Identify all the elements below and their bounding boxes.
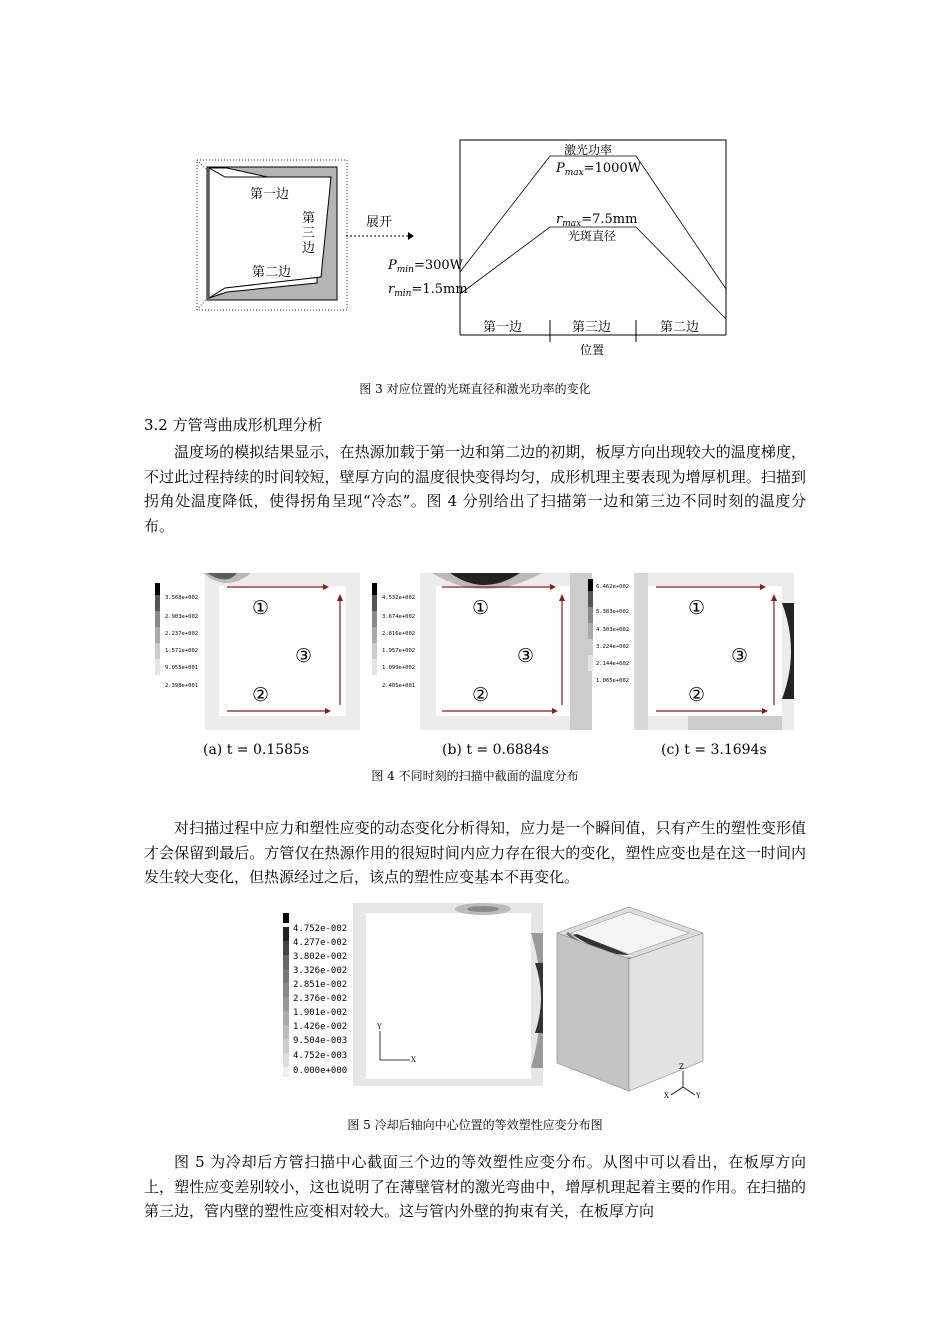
svg-text:②: ②	[472, 684, 490, 706]
svg-text:2.144e+002: 2.144e+002	[596, 661, 630, 667]
paragraph-2: 对扫描过程中应力和塑性应变的动态变化分析得知，应力是一个瞬间值，只有产生的塑性变形值才会保留到最后。方管仅在热源作用的很短时间内应力存在很大的变化，塑性应变也是在这一时间内发生较大变化，但热源经过之后，该点的塑性应变基本不再变化。	[144, 819, 806, 886]
fig3-pmin: $P_{min}=300W$	[388, 258, 464, 275]
svg-text:4.532e+002: 4.532e+002	[382, 595, 416, 601]
fig5-axis-y: Y	[377, 1023, 382, 1031]
fig5-3d-axis-y: Y	[696, 1092, 701, 1100]
fig4-panel-b	[372, 573, 592, 730]
fig3-x-segment-2: 第三边	[572, 320, 612, 335]
fig4-legend-c	[588, 579, 629, 684]
fig3-edge1-label: 第一边	[250, 187, 290, 202]
svg-text:0.000e+000: 0.000e+000	[293, 1066, 348, 1076]
fig5-3d-axis-z: Z	[679, 1063, 684, 1071]
fig3-power-title: 激光功率	[564, 143, 613, 157]
fig3-edge3-char3: 边	[302, 241, 316, 256]
fig3-edge2-label: 第二边	[252, 265, 292, 280]
svg-text:③: ③	[295, 645, 313, 667]
svg-text:4.752e-003: 4.752e-003	[293, 1051, 348, 1061]
svg-text:3.224e+002: 3.224e+002	[596, 644, 630, 650]
svg-text:4.303e+002: 4.303e+002	[596, 627, 630, 633]
fig4-label-a: (a) t = 0.1585s	[203, 742, 310, 758]
svg-text:②: ②	[252, 684, 270, 706]
svg-text:③: ③	[517, 645, 535, 667]
svg-text:1.957e+002: 1.957e+002	[382, 648, 416, 654]
svg-text:3.674e+002: 3.674e+002	[382, 614, 416, 620]
svg-text:5.383e+002: 5.383e+002	[596, 609, 630, 615]
figure-3	[180, 130, 750, 360]
svg-text:1.571e+002: 1.571e+002	[165, 648, 199, 654]
paragraph-1: 温度场的模拟结果显示，在热源加载于第一边和第二边的初期，板厚方向出现较大的温度梯度，不过此过程持续的时间较短，壁厚方向的温度很快变得均匀，成形机理主要表现为增厚机理。扫描到拐角处温度降低，使得拐角呈现“冷态”。图 4 分别给出了扫描第一边和第三边不同时刻的温度分布。	[144, 443, 806, 535]
fig4-caption: 图 4 不同时刻的扫描中截面的温度分布	[371, 769, 579, 783]
svg-text:4.277e-002: 4.277e-002	[293, 938, 348, 948]
fig3-rmin: $r_{min}=1.5mm$	[388, 282, 468, 299]
svg-text:①: ①	[688, 597, 706, 619]
fig3-diameter-title: 光斑直径	[568, 229, 617, 243]
svg-text:2.405e+001: 2.405e+001	[382, 683, 416, 689]
fig5-right-panel	[553, 903, 713, 1103]
fig5-legend	[283, 913, 347, 1077]
svg-text:1.065e+002: 1.065e+002	[596, 678, 630, 684]
svg-text:②: ②	[688, 684, 706, 706]
svg-text:6.462e+002: 6.462e+002	[596, 584, 630, 590]
svg-text:2.237e+002: 2.237e+002	[165, 631, 199, 637]
svg-text:2.851e-002: 2.851e-002	[293, 980, 348, 990]
svg-text:2.376e-002: 2.376e-002	[293, 994, 348, 1004]
svg-text:4.752e-002: 4.752e-002	[293, 924, 348, 934]
fig3-edge3-char1: 第	[302, 211, 316, 226]
svg-text:3.802e-002: 3.802e-002	[293, 952, 348, 962]
fig3-edge3-char2: 三	[302, 226, 316, 241]
svg-text:1.901e-002: 1.901e-002	[293, 1008, 348, 1018]
svg-text:③: ③	[731, 645, 749, 667]
svg-text:1.426e-002: 1.426e-002	[293, 1022, 348, 1032]
svg-text:2.398e+001: 2.398e+001	[165, 683, 199, 689]
svg-text:1.099e+002: 1.099e+002	[382, 665, 416, 671]
fig5-caption: 图 5 冷却后轴向中心位置的等效塑性应变分布图	[347, 1118, 603, 1132]
svg-text:①: ①	[472, 597, 490, 619]
fig3-x-axis-label: 位置	[580, 343, 605, 357]
fig4-panel-a	[155, 573, 360, 730]
svg-text:2.816e+002: 2.816e+002	[382, 631, 416, 637]
svg-text:3.568e+002: 3.568e+002	[165, 595, 199, 601]
svg-text:9.055e+001: 9.055e+001	[165, 665, 199, 671]
fig3-x-segment-3: 第二边	[660, 320, 700, 335]
fig4-label-b: (b) t = 0.6884s	[442, 742, 549, 758]
svg-text:3.326e-002: 3.326e-002	[293, 966, 348, 976]
svg-text:9.504e-003: 9.504e-003	[293, 1036, 348, 1046]
fig3-unfold-label: 展开	[366, 215, 393, 230]
fig3-x-segment-1: 第一边	[483, 320, 523, 335]
fig4-legend-b	[372, 583, 415, 689]
paragraph-3: 图 5 为冷却后方管扫描中心截面三个边的等效塑性应变分布。从图中可以看出，在板厚方向上，塑性应变差别较小，这也说明了在薄壁管材的激光弯曲中，增厚机理起着主要的作用。在扫描的第三边，管内壁的塑性应变相对较大。这与管内外壁的拘束有关，在板厚方向	[144, 1153, 806, 1220]
fig3-caption: 图 3 对应位置的光斑直径和激光功率的变化	[359, 382, 591, 396]
fig3-rmax: $r_{max}=7.5mm$	[556, 212, 638, 229]
fig3-pmax: $P_{max}=1000W$	[556, 161, 642, 178]
section-title: 3.2 方管弯曲成形机理分析	[144, 416, 323, 434]
fig5-3d-axis-x: X	[664, 1092, 669, 1100]
fig5-axis-x: X	[411, 1056, 416, 1064]
fig4-label-c: (c) t = 3.1694s	[661, 742, 767, 758]
fig5-left-panel	[283, 903, 543, 1086]
svg-text:2.903e+002: 2.903e+002	[165, 614, 199, 620]
fig4-legend-a	[155, 583, 198, 689]
fig4-panel-c	[588, 573, 794, 730]
svg-text:①: ①	[252, 597, 270, 619]
